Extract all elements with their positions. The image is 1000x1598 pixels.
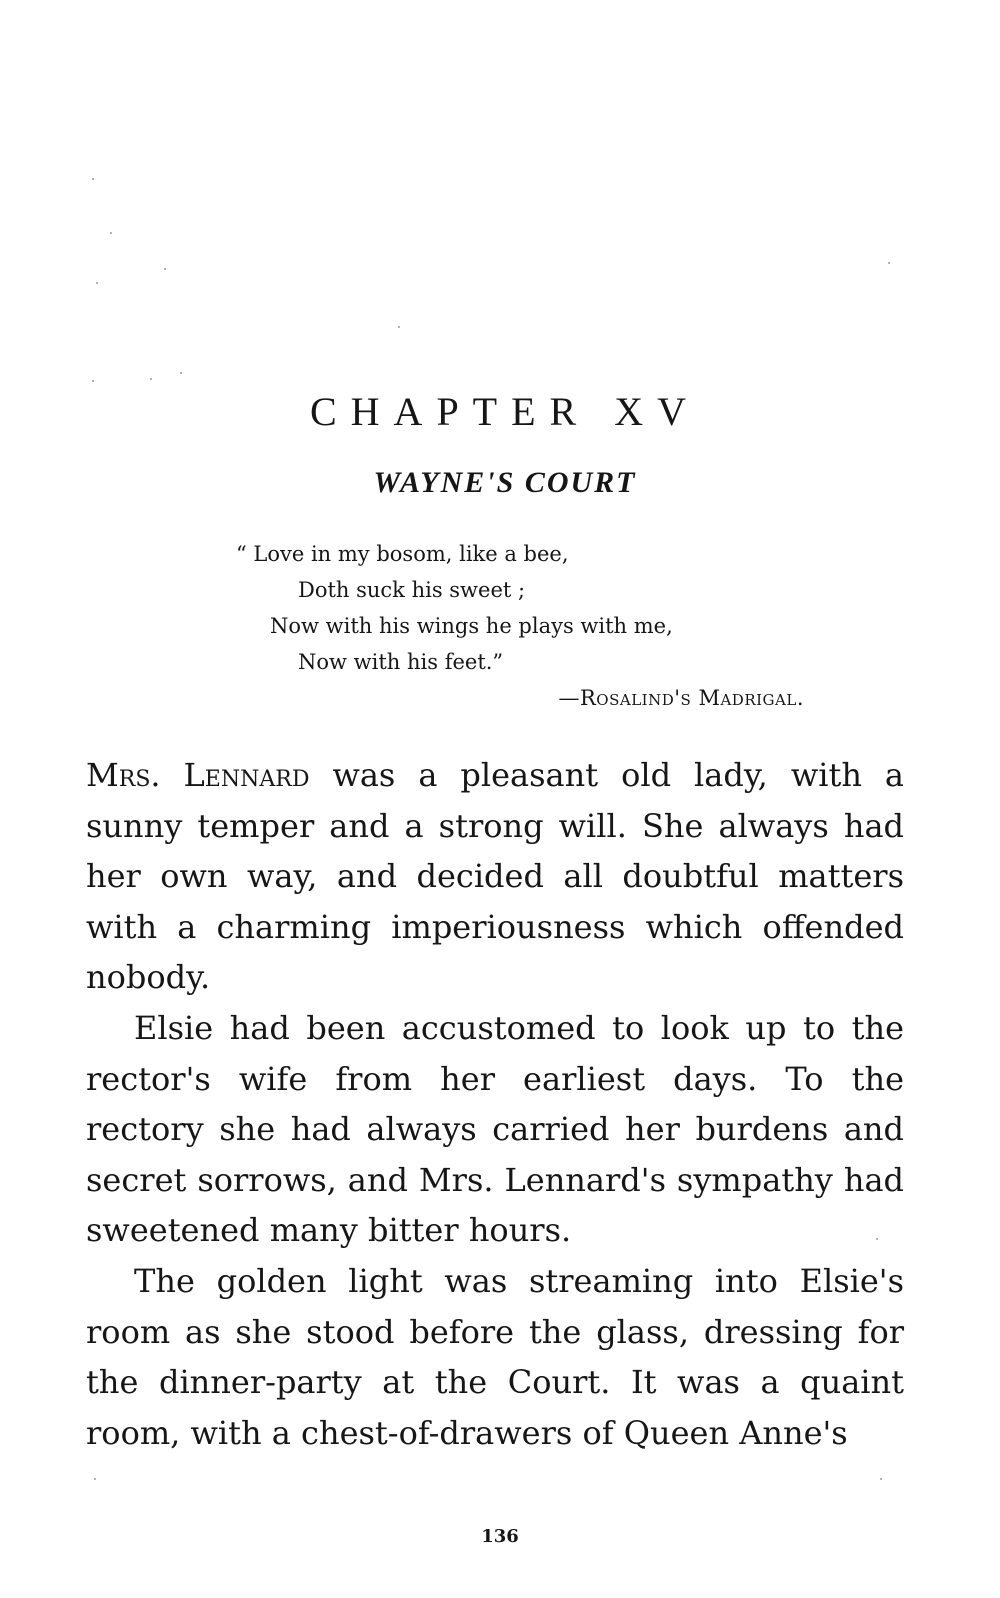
chapter-heading: CHAPTER XV [309, 389, 701, 434]
scan-speck [398, 326, 400, 328]
scan-speck [96, 282, 98, 284]
epigraph-line: Now with his feet.” [298, 650, 504, 674]
epigraph-line: Doth suck his sweet ; [298, 578, 526, 602]
scan-speck [888, 262, 890, 264]
scan-speck [150, 378, 152, 380]
chapter-title: WAYNE'S COURT [373, 466, 637, 499]
scan-speck [110, 232, 112, 234]
epigraph-attribution: —Rosalind's Madrigal. [558, 686, 804, 710]
epigraph [236, 536, 816, 716]
page-number: 136 [481, 1526, 519, 1547]
epigraph-line: “ Love in my bosom, like a bee, [236, 542, 569, 566]
paragraph: The golden light was streaming into Elsie's room as she stood before the glass, dressing for the dinner-party at the Court. It was a quaint room, with a chest-of-drawers of Queen Anne's [86, 1261, 904, 1452]
paragraph: Elsie had been accustomed to look up to the rector's wife from her earliest days. To the rectory she had always carried her burdens and secret sorrows, and Mrs. Lennard's sympathy had sweetened many bitter hours. [86, 1008, 904, 1250]
scan-speck [164, 268, 166, 270]
paragraph [86, 750, 904, 1003]
scan-speck [180, 372, 182, 374]
epigraph-line: Now with his wings he plays with me, [270, 614, 673, 638]
scan-speck [92, 178, 94, 180]
scan-speck [880, 1478, 882, 1480]
scan-speck [92, 380, 94, 382]
scan-speck [94, 1478, 96, 1480]
paragraph-text: was a pleasant old lady, with a sunny temper and a strong will. She always had her own way, and decided all doubtful matters with a charming imperiousness which offended nobody. [86, 756, 904, 997]
paragraph-lead: Mrs. Lennard [86, 756, 310, 794]
body-text [86, 750, 904, 1458]
